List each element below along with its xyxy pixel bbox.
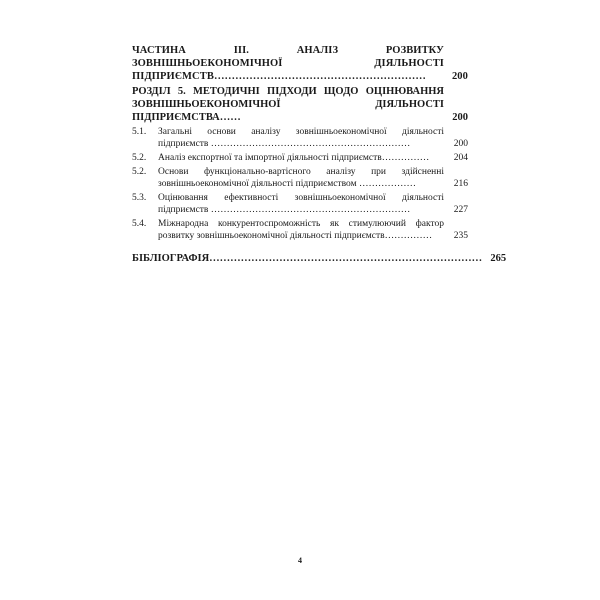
toc-bibliography-page: 265 — [490, 253, 507, 264]
toc-chapter-page: 200 — [452, 112, 468, 123]
toc-section-5-3 — [132, 192, 468, 216]
toc-part-heading — [132, 44, 468, 83]
toc-section-5-1 — [132, 126, 468, 150]
toc-section-page: 204 — [453, 153, 468, 163]
toc-section-number: 5.1. — [132, 127, 147, 137]
toc-section-title: Міжнародна конкурентоспроможність як стимулюючий фактор розвитку зовнішньоекономічної діяльності підприємств…………… — [158, 219, 444, 241]
toc-section-page: 216 — [453, 179, 468, 189]
toc-bibliography-title: БІБЛІОГРАФІЯ…………………………………………………………………… — [132, 253, 483, 264]
toc-section-page: 200 — [453, 139, 468, 149]
toc-section-number: 5.2. — [132, 167, 147, 177]
toc-section-5-4 — [132, 218, 468, 242]
toc-section-number: 5.2. — [132, 153, 147, 163]
toc-section-5-2b — [132, 166, 468, 190]
toc-section-title: Аналіз експортної та імпортної діяльності підприємств…………… — [158, 153, 430, 163]
table-of-contents — [132, 44, 507, 265]
toc-chapter-heading — [132, 85, 468, 124]
toc-part-page: 200 — [451, 71, 468, 82]
toc-chapter-title: РОЗДІЛ 5. МЕТОДИЧНІ ПІДХОДИ ЩОДО ОЦІНЮВАННЯ ЗОВНІШНЬОЕКОНОМІЧНОЇ ДІЯЛЬНОСТІ ПІДПРИЄМСТВА…… — [132, 86, 444, 123]
toc-section-title: Оцінювання ефективності зовнішньоекономічної діяльності підприємств ……………………………………………………… — [158, 193, 444, 215]
toc-section-page: 227 — [453, 205, 468, 215]
toc-section-title: Загальні основи аналізу зовнішньоекономічної діяльності підприємств ……………………………………………………… — [158, 127, 444, 149]
toc-section-5-2a — [132, 152, 468, 164]
toc-section-number: 5.3. — [132, 193, 147, 203]
toc-section-title: Основи функціонально-вартісного аналізу при здійсненні зовнішньоекономічної діяльності підприємством ……………… — [158, 167, 444, 189]
toc-section-number: 5.4. — [132, 219, 147, 229]
page-number: 4 — [298, 556, 302, 565]
toc-bibliography — [132, 252, 507, 265]
toc-section-page: 235 — [453, 231, 468, 241]
toc-part-title: ЧАСТИНА III. АНАЛІЗ РОЗВИТКУ ЗОВНІШНЬОЕКОНОМІЧНОЇ ДІЯЛЬНОСТІ ПІДПРИЄМСТВ…………………………………………………… — [132, 45, 444, 82]
